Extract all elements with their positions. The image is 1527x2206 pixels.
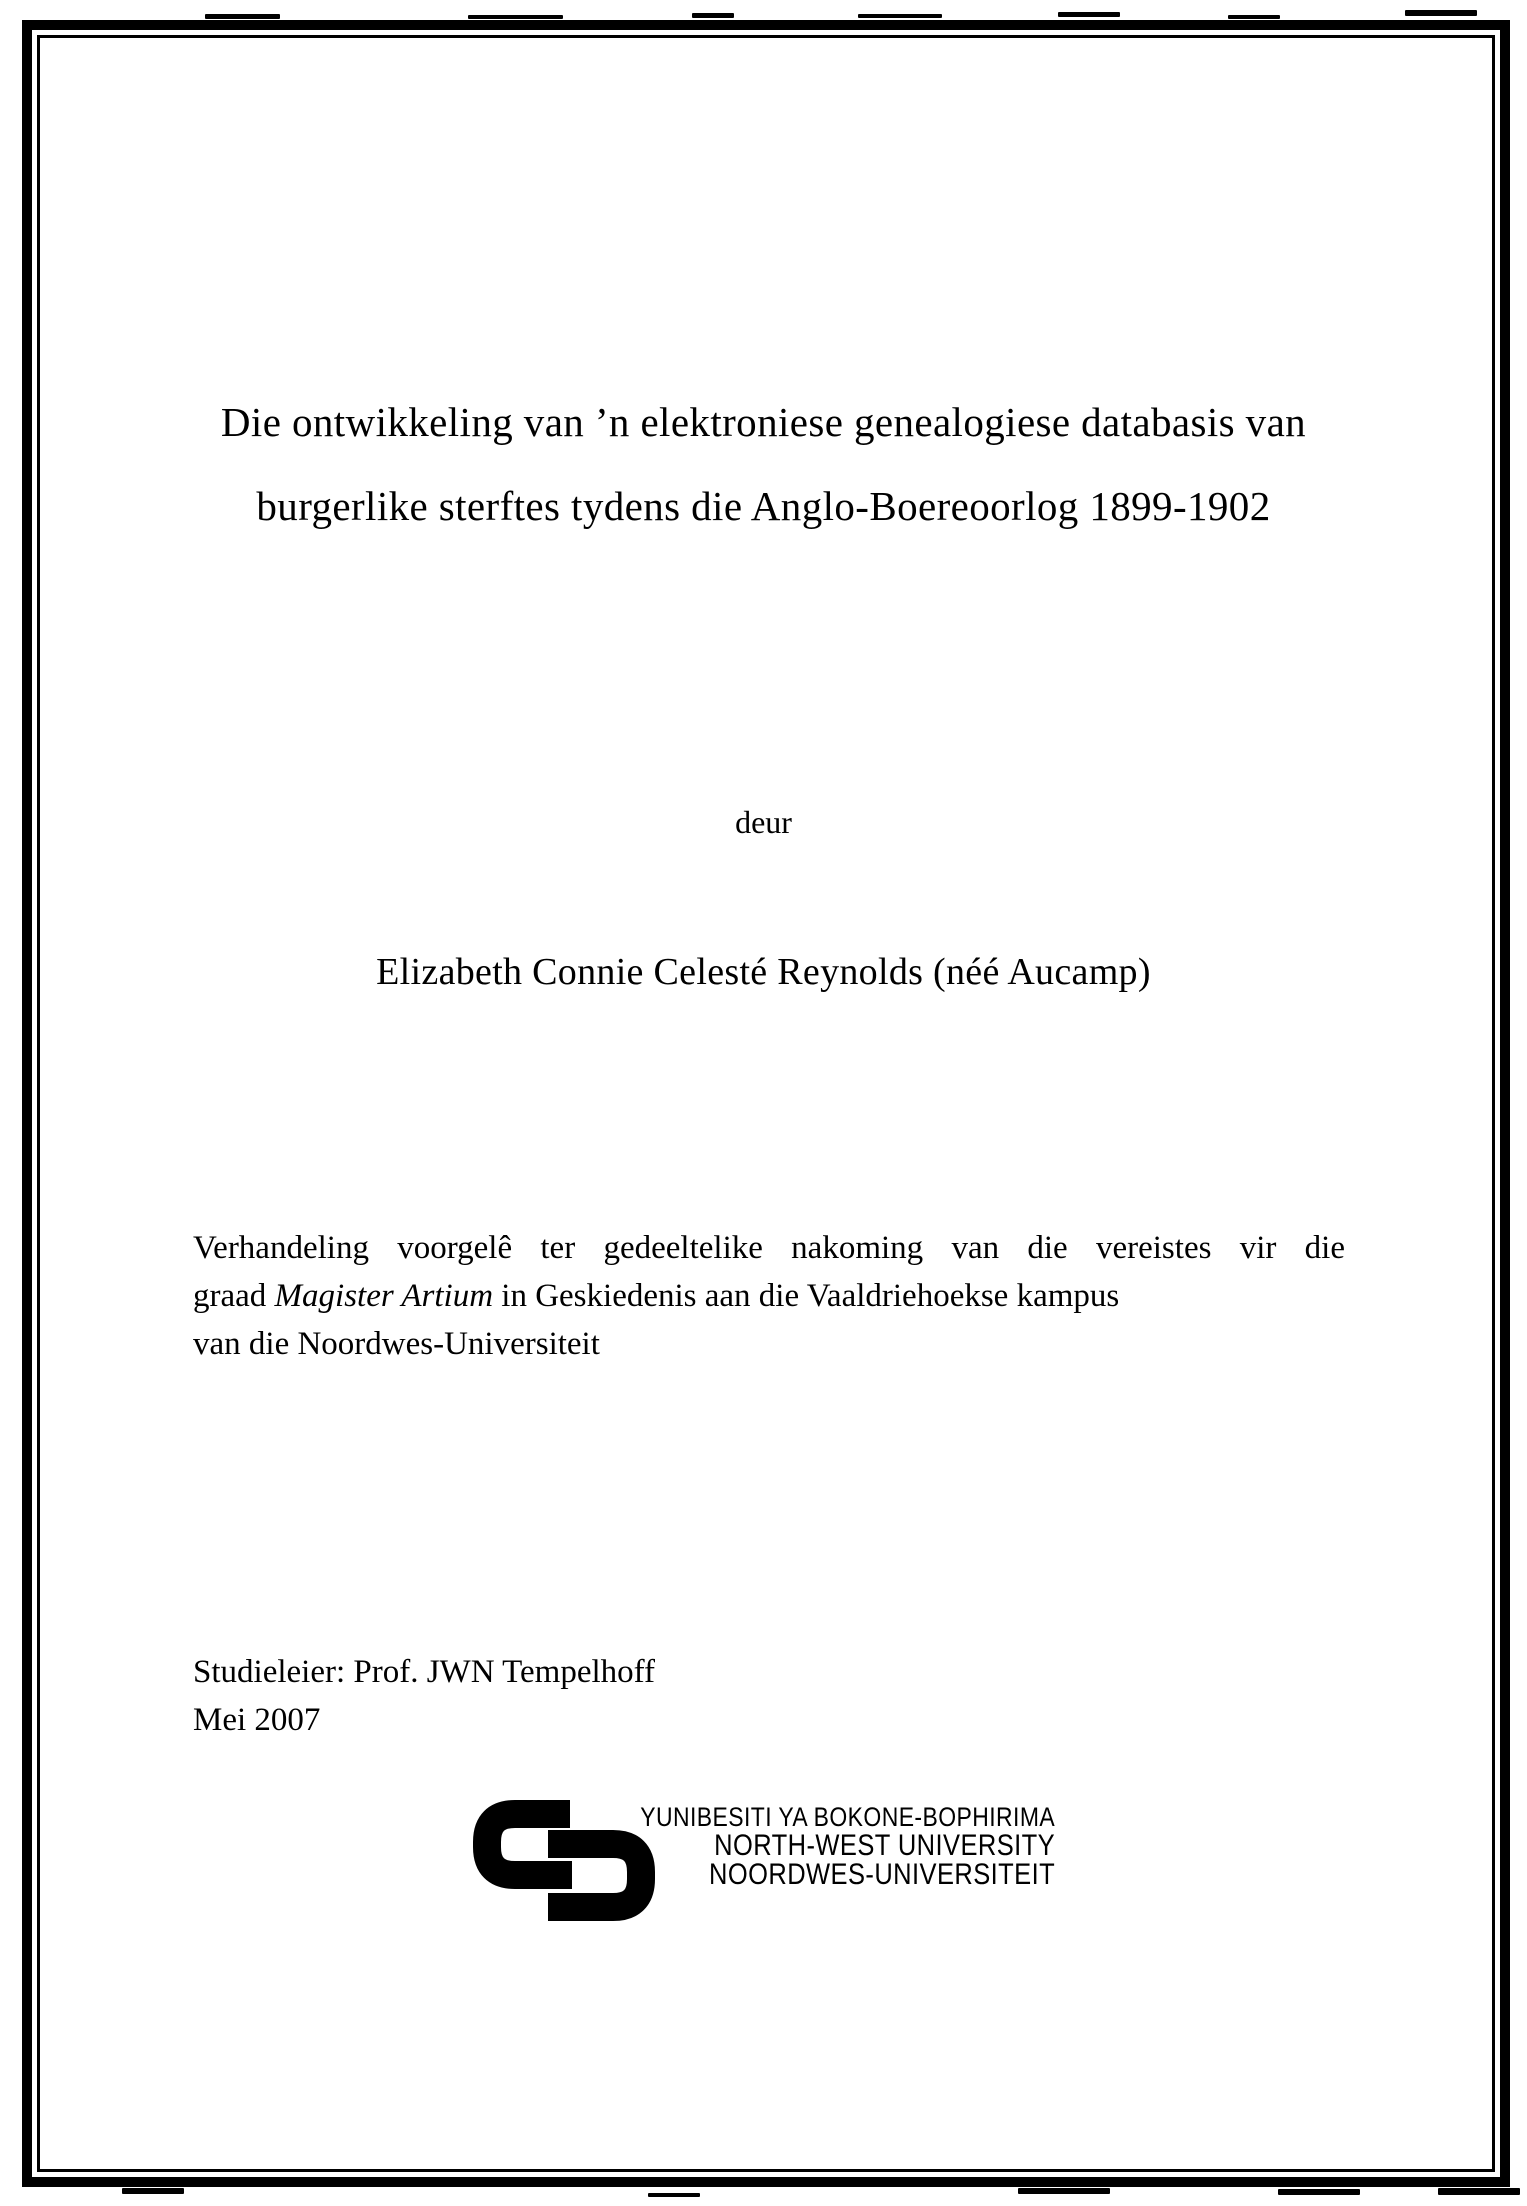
statement-line1: Verhandeling voorgelê ter gedeeltelike nakoming van die vereistes vir die — [193, 1230, 1345, 1266]
statement-line2 — [193, 1272, 1345, 1320]
scan-artifact — [648, 2193, 700, 2197]
degree-name: Magister Artium — [274, 1278, 494, 1314]
statement-line2-prefix: graad — [193, 1278, 275, 1314]
scan-artifact — [1405, 10, 1477, 16]
scan-artifact — [1018, 2188, 1110, 2194]
nwu-logo-wordmark — [640, 1803, 1055, 1889]
scan-artifact — [692, 13, 734, 18]
statement-line2-suffix: in Geskiedenis aan die Vaaldriehoekse kampus — [493, 1278, 1120, 1314]
scan-artifact — [1058, 12, 1120, 17]
thesis-title-line2: burgerlike sterftes tydens die Anglo-Boereoorlog 1899-1902 — [256, 483, 1271, 529]
scan-artifact — [858, 14, 942, 18]
byline-label: deur — [735, 804, 792, 840]
imprint-block — [193, 1648, 655, 1744]
scan-artifact — [205, 14, 280, 19]
supervisor-line: Studieleier: Prof. JWN Tempelhoff — [193, 1654, 656, 1690]
scan-artifact — [1278, 2189, 1360, 2195]
thesis-title-line1: Die ontwikkeling van ’n elektroniese genealogiese databasis van — [220, 399, 1307, 445]
date-line: Mei 2007 — [193, 1702, 321, 1738]
thesis-statement — [193, 1224, 1345, 1368]
logo-line-setswana: YUNIBESITI YA BOKONE-BOPHIRIMA — [640, 1802, 1055, 1832]
scan-artifact — [1438, 2188, 1520, 2195]
scan-artifact — [1228, 15, 1280, 19]
logo-line-afrikaans: NOORDWES-UNIVERSITEIT — [708, 1858, 1055, 1891]
thesis-title — [110, 380, 1417, 548]
scan-artifact — [122, 2188, 184, 2194]
author-name: Elizabeth Connie Celesté Reynolds (néé Aucamp) — [376, 951, 1151, 993]
statement-line3: van die Noordwes-Universiteit — [193, 1326, 600, 1362]
scan-artifact — [468, 15, 563, 19]
nwu-interlocked-links-icon — [465, 1799, 665, 1925]
logo-line-english: NORTH-WEST UNIVERSITY — [714, 1829, 1055, 1862]
